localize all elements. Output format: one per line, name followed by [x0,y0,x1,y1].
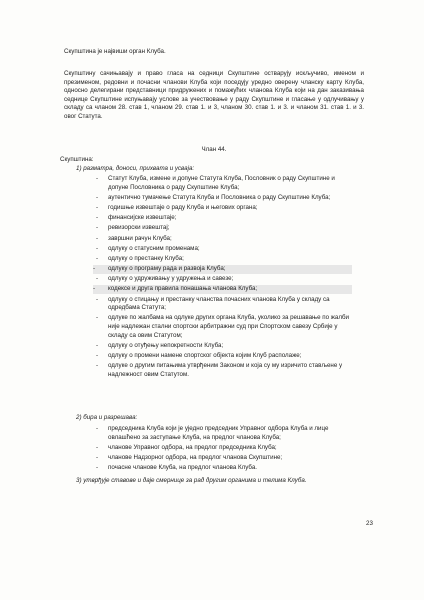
members-paragraph: Скупштину сачињавају и право гласа на седници Скупштине остварују искључиво, именом и презименом, редовни и почасни чланови Клуба који поседују уредно оверену чланску карту Клуба, односно делегирани представници придружених и помажућих чланова Клуба који на дан заказивања седнице Скупштине испуњавају услове за учествовање у раду Скупштине и гласање у одлучивању у складу са чланом 28. став 1, чланом 29. став 1. и 3, чланом 30. став 1. и 3. и чланом 31. став 1. и 3. овог Статута. [64,70,364,120]
list-item: - финансијске извештаје; [96,214,352,223]
list-item-highlighted: - кодексе и друга правила понашања чланова Клуба; [93,285,352,294]
list-item: - аутентично тумачење Статута Клуба и Пословника о раду Скупштине Клуба; [96,194,352,203]
list-item: - одлуке о другим питањима утврђеним Законом и која су му изричито стављене у надлежност овим Статутом. [96,362,352,379]
list-item: - одлуке по жалбама на одлуке других органа Клуба, уколико за решавање по жалби није надлежан стални спортски арбитражни суд при Спортском савезу Србије у складу са овим Статутом; [96,314,352,340]
list-item: - ревизорски извештај; [96,224,352,233]
list-item: - одлуку о промени намене спортског објекта којим Клуб располаже; [96,352,352,361]
subsection-3-title: 3) утврђује ставове и даје смернице за рад другим органима и телима Клуба. [76,477,307,484]
subsection-1-list [96,175,352,381]
article-heading: Члан 44. [201,146,227,153]
list-item: - одлуку о удруживању у удружења и савезе; [96,275,352,284]
list-item: - одлуку о престанку Клуба; [96,255,352,264]
subsection-2-title: 2) бира и разрешава: [76,414,138,421]
page-number: 23 [366,520,373,527]
list-item: - одлуку о статусним променама; [96,245,352,254]
list-item-highlighted: - одлуку о програму рада и развоја Клуба; [93,265,352,274]
list-item: - чланове Управног одбора, на предлог председника Клуба; [96,444,352,453]
subsection-2-list [96,425,352,474]
list-item: - годишње извештаје о раду Клуба и његових органа; [96,204,352,213]
intro-paragraph: Скупштина је највиши орган Клуба. [64,48,166,55]
list-item: - чланове Надзорног одбора, на предлог чланова Скупштине; [96,454,352,463]
subsection-1-title: 1) разматра, доноси, прихвата и усваја: [76,165,195,172]
section-label: Скупштина: [60,156,94,163]
list-item: - одлуку о стицању и престанку чланства почасних чланова Клуба у складу са одредбама Статута; [96,296,352,313]
list-item: - председника Клуба који је уједно председник Управног одбора Клуба и лице овлашћено за заступање Клуба, на предлог чланова Клуба; [96,425,352,442]
list-item: - завршни рачун Клуба; [96,235,352,244]
list-item: - Статут Клуба, измене и допуне Статута Клуба, Пословник о раду Скупштине и допуне Пословника о раду Скупштине Клуба; [96,175,352,192]
list-item: - одлуку о отуђењу непокретности Клуба; [96,342,352,351]
list-item: - почасне чланове Клуба, на предлог чланова Клуба. [96,464,352,473]
